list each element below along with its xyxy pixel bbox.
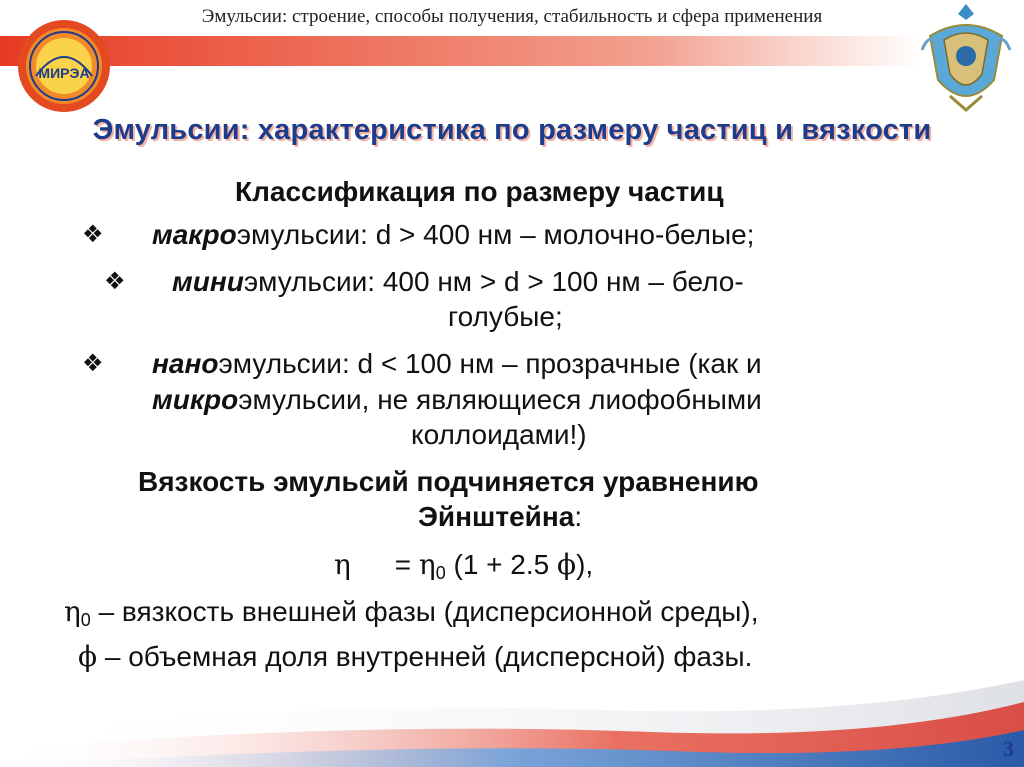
four-diamond-bullet-icon: ❖ [82,350,104,377]
header-bar [0,36,922,66]
university-emblem-icon [16,18,112,114]
einstein-name: Эйнштейна [418,501,575,532]
list-item-nano [152,347,762,381]
phi-symbol: ϕ [78,640,98,673]
einstein-equation [334,548,593,590]
viscosity-heading-cont [418,500,582,534]
four-diamond-bullet-icon: ❖ [104,268,126,295]
text-macro: эмульсии: d > 400 нм – молочно-белые; [236,219,755,250]
phi-symbol: ϕ [557,548,577,581]
list-item-mini [172,265,744,299]
equals-sign: = [394,549,412,580]
eta-symbol: η [64,595,81,628]
logo-text: МИРЭА [38,65,90,81]
four-diamond-bullet-icon: ❖ [82,221,104,248]
definition-eta0-text: – вязкость внешней фазы (дисперсионной среды), [90,596,759,627]
bottom-wave-decoration [0,640,1024,767]
slide-title: Эмульсии: характеристика по размеру частиц и вязкости [92,114,932,146]
list-item-mini-cont: голубые; [448,301,563,332]
text-mini: эмульсии: 400 нм > d > 100 нм – бело- [243,266,744,297]
definition-phi-text: – объемная доля внутренней (дисперсной) фазы. [97,641,753,672]
heading-colon: : [574,501,583,532]
classification-heading: Классификация по размеру частиц [235,176,724,207]
equation-tail: ), [576,549,594,580]
eta0-subscript: 0 [80,610,91,630]
prefix-micro: микро [152,384,239,415]
eta-symbol: η [334,548,351,581]
header-title: Эмульсии: строение, способы получения, стабильность и сфера применения [201,6,823,27]
page-number: 3 [1003,736,1014,761]
prefix-macro: макро [152,219,237,250]
coat-of-arms-icon [914,0,1018,116]
list-item-nano-cont2: коллоидами!) [411,419,587,450]
prefix-mini: мини [172,266,244,297]
list-item-macro [152,218,754,252]
viscosity-heading: Вязкость эмульсий подчиняется уравнению [138,466,759,497]
list-item-nano-cont [152,383,762,417]
text-nano: эмульсии: d < 100 нм – прозрачные (как и [218,348,762,379]
prefix-nano: нано [152,348,219,379]
equation-body: (1 + 2.5 [445,549,558,580]
definition-eta0 [64,595,759,637]
eta0-subscript: 0 [435,563,446,583]
text-micro: эмульсии, не являющиеся лиофобными [238,384,762,415]
eta0-symbol: η [418,548,436,581]
